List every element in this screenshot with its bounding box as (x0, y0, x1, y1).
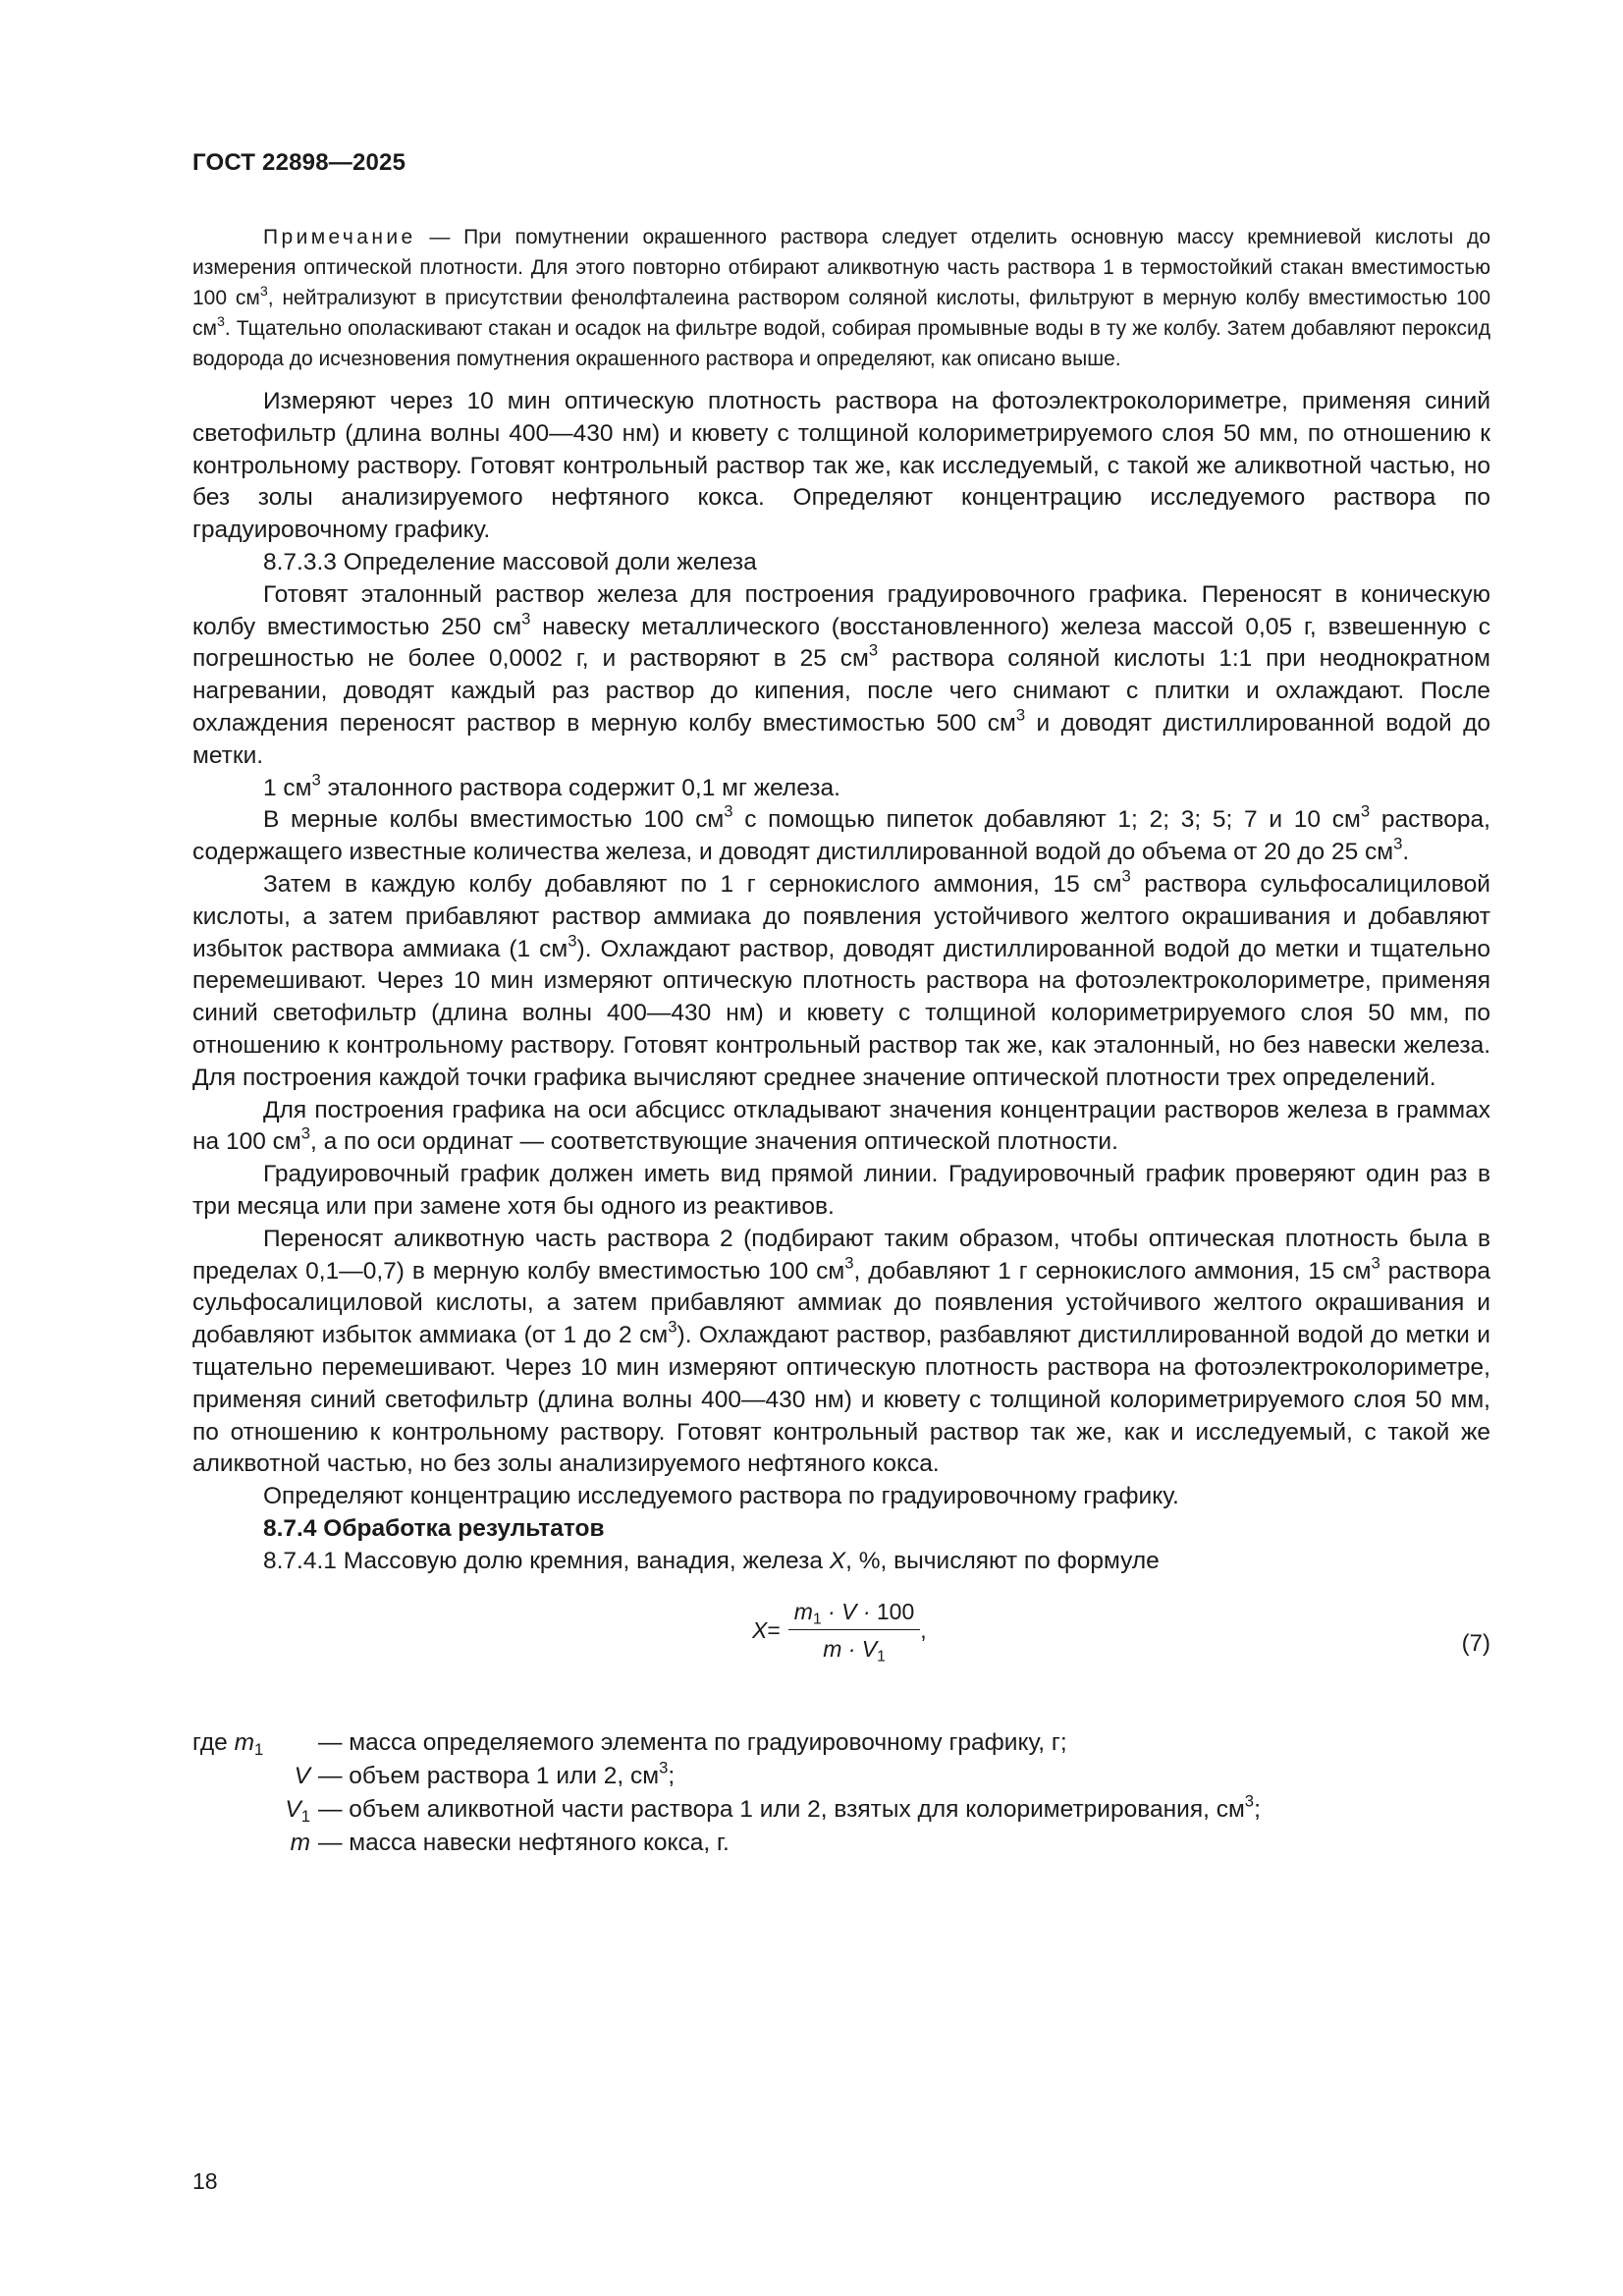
note-label: Примечание (263, 226, 416, 248)
definition-row: где $m_1$ — масса определяемого элемента по градуировочному графику, г; (192, 1729, 1067, 1760)
body-paragraph: Для построения графика на оси абсцисс откладывают значения концентрации растворов железа в граммах на 100 $см^3$, а по оси ординат — соответствующие значения оптической плотности. (192, 1096, 1490, 1156)
body-paragraph: 8.7.4.1 Массовую долю кремния, ванадия, железа X, %, вычисляют по формуле (263, 1547, 1160, 1574)
equation-number: (7) (1461, 1630, 1490, 1658)
document-header: ГОСТ 22898—2025 (192, 149, 406, 176)
formula-7: X = $\frac{m_1 \cdot V \cdot 100}{m \cdot V_1}$ , (752, 1599, 927, 1667)
definition-row: m — масса навески нефтяного кокса, г. (290, 1830, 730, 1857)
note-paragraph: Примечание — При помутнении окрашенного раствора следует отделить основную массу кремниевой кислоты до измерения оптической плотности. Для этого повторно отбирают аликвотную часть раствора 1 в термостойкий стакан вместимостью 100 $см^3$, нейтрализуют в присутствии фенолфталеина раствором соляной кислоты, фильтруют в мерную колбу вместимостью 100 $см^3$. Тщательно ополаскивают стакан и осадок на фильтре водой, собирая промывные воды в ту же колбу. Затем добавляют пероксид водорода до исчезновения помутнения окрашенного раствора и определяют, как описано выше. (192, 226, 1490, 370)
body-paragraph: Готовят эталонный раствор железа для построения градуировочного графика. Переносят в коническую колбу вместимостью 250 $см^3$ навеску металлического (восстановленного) железа массой 0,05 г, взвешенную с погрешностью не более 0,0002 г, и растворяют в 25 $см^3$ раствора соляной кислоты 1:1 при неоднократном нагревании, доводят каждый раз раствор до кипения, после чего снимают с плитки и охлаждают. После охлаждения переносят раствор в мерную колбу вместимостью 500 $см^3$ и доводят дистиллированной водой до метки. (192, 580, 1491, 769)
body-paragraph: Определяют концентрацию исследуемого раствора по градуировочному графику. (263, 1483, 1179, 1510)
formula-numerator: $m_1 \cdot V \cdot 100$ (788, 1599, 920, 1630)
formula-block (192, 1597, 1490, 1695)
formula-denominator: $m \cdot V_1$ (823, 1636, 886, 1667)
body-paragraph: В мерные колбы вместимостью 100 $см^3$ с помощью пипеток добавляют 1; 2; 3; 5; 7 и 10 $см^3$ раствора, содержащего известные количества железа, и доводят дистиллированной водой до объема от 20 до 25 $см^3$. (192, 802, 1490, 866)
body-paragraph: Измеряют через 10 мин оптическую плотность раствора на фотоэлектроколориметре, применяя синий светофильтр (длина волны 400—430 нм) и кювету с толщиной колориметрируемого слоя 50 мм, по отношению к контрольному раствору. Готовят контрольный раствор так же, как исследуемый, с такой же аликвотной частью, но без золы анализируемого нефтяного кокса. Определяют концентрацию исследуемого раствора по градуировочному графику. (192, 388, 1490, 544)
body-paragraph: Градуировочный график должен иметь вид прямой линии. Градуировочный график проверяют один раз в три месяца или при замене хотя бы одного из реактивов. (192, 1161, 1490, 1220)
definition-row: $V_1$ — объем аликвотной части раствора 1 или 2, взятых для колориметрирования, $см^3$; (285, 1792, 1261, 1827)
section-heading: 8.7.4 Обработка результатов (263, 1514, 605, 1542)
body-paragraph: 1 $см^3$ эталонного раствора содержит 0,1 мг железа. (263, 770, 840, 801)
document-body (192, 222, 1490, 1860)
formula-fraction (788, 1599, 920, 1667)
subsection-heading: 8.7.3.3 Определение массовой доли железа (263, 548, 757, 575)
body-paragraph: Затем в каждую колбу добавляют по 1 г сернокислого аммония, 15 $см^3$ раствора сульфосалициловой кислоты, а затем прибавляют раствор аммиака до появления устойчивого желтого окрашивания и добавляют избыток раствора аммиака (1 $см^3$). Охлаждают раствор, доводят дистиллированной водой до метки и тщательно перемешивают. Через 10 мин измеряют оптическую плотность раствора на фотоэлектроколориметре, применяя синий светофильтр (длина волны 400—430 нм) и кювету с толщиной колориметрируемого слоя 50 мм, по отношению к контрольному раствору. Готовят контрольный раствор так же, как эталонный, но без навески железа. Для построения каждой точки графика вычисляют среднее значение оптической плотности трех определений. (192, 866, 1490, 1091)
variable-definitions (192, 1726, 1490, 1860)
definition-row: V — объем раствора 1 или 2, $см^3$; (294, 1759, 676, 1790)
formula-lhs: X (752, 1617, 768, 1644)
body-paragraph: Переносят аликвотную часть раствора 2 (подбирают таким образом, чтобы оптическая плотность была в пределах 0,1—0,7) в мерную колбу вместимостью 100 $см^3$, добавляют 1 г сернокислого аммония, 15 $см^3$ раствора сульфосалициловой кислоты, а затем прибавляют аммиак до появления устойчивого желтого окрашивания и добавляют избыток аммиака (от 1 до 2 $см^3$). Охлаждают раствор, разбавляют дистиллированной водой до метки и тщательно перемешивают. Через 10 мин измеряют оптическую плотность раствора на фотоэлектроколориметре, применяя синий светофильтр (длина волны 400—430 нм) и кювету с толщиной колориметрируемого слоя 50 мм, по отношению к контрольному раствору. Готовят контрольный раствор так же, как и исследуемый, с такой же аликвотной частью, но без золы анализируемого нефтяного кокса. (192, 1225, 1490, 1478)
page-number: 18 (192, 2168, 218, 2194)
